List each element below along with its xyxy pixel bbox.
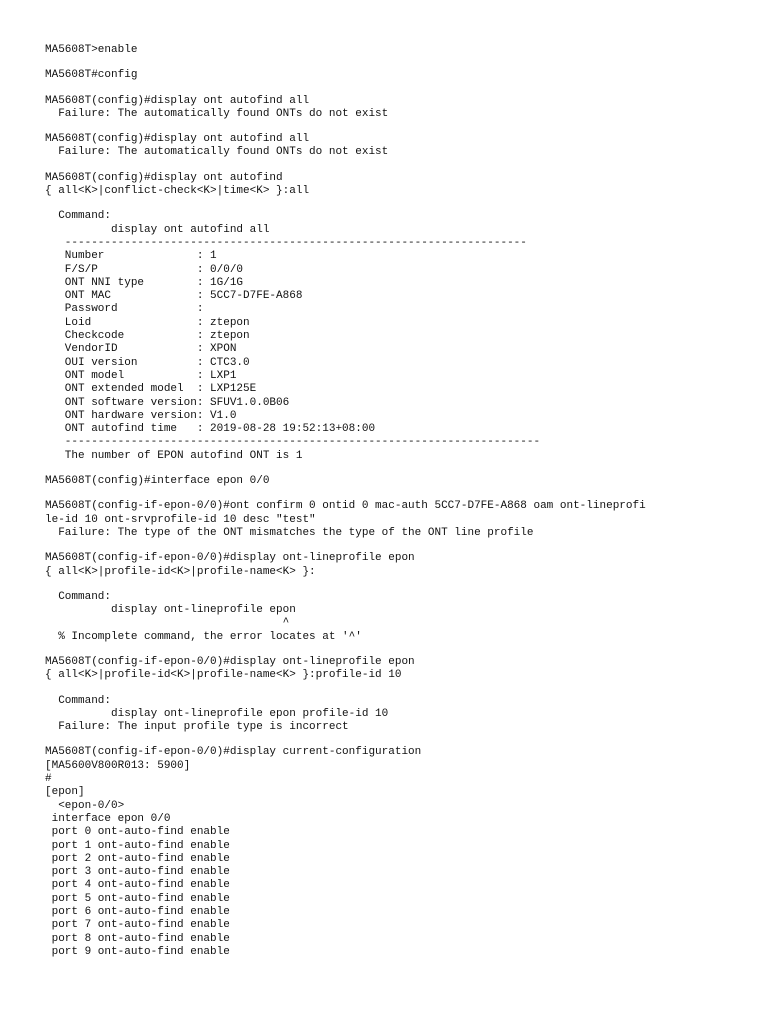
terminal-line: % Incomplete command, the error locates at '^'	[45, 630, 362, 643]
terminal-line: Checkcode : ztepon	[45, 330, 250, 343]
terminal-line: Command:	[45, 590, 112, 603]
terminal-line: ONT autofind time : 2019-08-28 19:52:13+08:00	[45, 423, 376, 436]
terminal-line: MA5608T(config)#display ont autofind all	[45, 133, 310, 146]
autofind-prompt	[45, 172, 755, 199]
profile-type-failure-block	[45, 695, 755, 735]
terminal-line: ONT extended model : LXP125E	[45, 383, 257, 396]
terminal-line: ^	[45, 617, 290, 630]
terminal-line: Failure: The type of the ONT mismatches the type of the ONT line profile	[45, 526, 534, 539]
terminal-line: le-id 10 ont-srvprofile-id 10 desc "test"	[45, 513, 316, 526]
terminal-line: Number : 1	[45, 250, 217, 263]
terminal-line: port 7 ont-auto-find enable	[45, 919, 230, 932]
terminal-line: { all<K>|profile-id<K>|profile-name<K> }:profile-id 10	[45, 669, 402, 682]
config-block	[45, 69, 755, 82]
lineprofile-prompt-1	[45, 552, 755, 579]
terminal-line: ONT software version: SFUV1.0.0B06	[45, 396, 290, 409]
terminal-line: display ont-lineprofile epon profile-id 10	[45, 707, 389, 720]
enable-block	[45, 44, 755, 57]
terminal-line: Failure: The automatically found ONTs do not exist	[45, 107, 389, 120]
terminal-line: port 8 ont-auto-find enable	[45, 932, 230, 945]
terminal-line: MA5608T#config	[45, 69, 138, 82]
autofind-result	[45, 210, 755, 463]
incomplete-command-block	[45, 591, 755, 644]
terminal-line: MA5608T(config-if-epon-0/0)#display current-configuration	[45, 746, 422, 759]
autofind-all-failure-1	[45, 95, 755, 122]
terminal-line: ONT NNI type : 1G/1G	[45, 276, 244, 289]
lineprofile-prompt-2	[45, 656, 755, 683]
terminal-line: <epon-0/0>	[45, 799, 125, 812]
terminal-line: Password :	[45, 303, 204, 316]
terminal-line: MA5608T(config-if-epon-0/0)#display ont-lineprofile epon	[45, 655, 415, 668]
terminal-line: MA5608T(config)#interface epon 0/0	[45, 475, 270, 488]
terminal-line: The number of EPON autofind ONT is 1	[45, 449, 303, 462]
ont-confirm-block	[45, 500, 755, 540]
terminal-line: port 0 ont-auto-find enable	[45, 826, 230, 839]
terminal-line: ONT MAC : 5CC7-D7FE-A868	[45, 290, 303, 303]
terminal-line: Failure: The automatically found ONTs do not exist	[45, 146, 389, 159]
terminal-line: MA5608T(config)#display ont autofind all	[45, 94, 310, 107]
terminal-line: display ont-lineprofile epon	[45, 604, 296, 617]
terminal-line: display ont autofind all	[45, 223, 270, 236]
terminal-line: ONT hardware version: V1.0	[45, 409, 237, 422]
terminal-line: [MA5600V800R013: 5900]	[45, 759, 191, 772]
terminal-line: MA5608T(config-if-epon-0/0)#ont confirm 0 ontid 0 mac-auth 5CC7-D7FE-A868 oam ont-lineprofi	[45, 500, 646, 513]
terminal-line: Failure: The input profile type is incorrect	[45, 721, 349, 734]
terminal-line: ------------------------------------------------------------------------	[45, 436, 541, 449]
terminal-line: #	[45, 773, 52, 786]
terminal-output	[45, 44, 755, 971]
terminal-line: interface epon 0/0	[45, 812, 171, 825]
terminal-line: MA5608T(config-if-epon-0/0)#display ont-lineprofile epon	[45, 552, 415, 565]
terminal-line: { all<K>|profile-id<K>|profile-name<K> }:	[45, 565, 316, 578]
terminal-line: port 3 ont-auto-find enable	[45, 866, 230, 879]
terminal-line: port 1 ont-auto-find enable	[45, 839, 230, 852]
terminal-line: Command:	[45, 694, 112, 707]
terminal-line: OUI version : CTC3.0	[45, 356, 250, 369]
terminal-line: MA5608T>enable	[45, 44, 138, 56]
terminal-line: MA5608T(config)#display ont autofind	[45, 171, 283, 184]
terminal-line: port 4 ont-auto-find enable	[45, 879, 230, 892]
terminal-line: ----------------------------------------------------------------------	[45, 236, 527, 249]
terminal-line: [epon]	[45, 786, 85, 799]
current-config-block	[45, 746, 755, 959]
terminal-line: port 9 ont-auto-find enable	[45, 945, 230, 958]
terminal-line: VendorID : XPON	[45, 343, 237, 356]
terminal-line: ONT model : LXP1	[45, 369, 237, 382]
terminal-line: F/S/P : 0/0/0	[45, 263, 244, 276]
terminal-line: port 5 ont-auto-find enable	[45, 892, 230, 905]
terminal-line: port 2 ont-auto-find enable	[45, 852, 230, 865]
terminal-line: port 6 ont-auto-find enable	[45, 906, 230, 919]
terminal-line: Loid : ztepon	[45, 316, 250, 329]
terminal-line: Command:	[45, 210, 112, 223]
terminal-line: { all<K>|conflict-check<K>|time<K> }:all	[45, 185, 310, 198]
interface-epon-block	[45, 475, 755, 488]
autofind-all-failure-2	[45, 133, 755, 160]
